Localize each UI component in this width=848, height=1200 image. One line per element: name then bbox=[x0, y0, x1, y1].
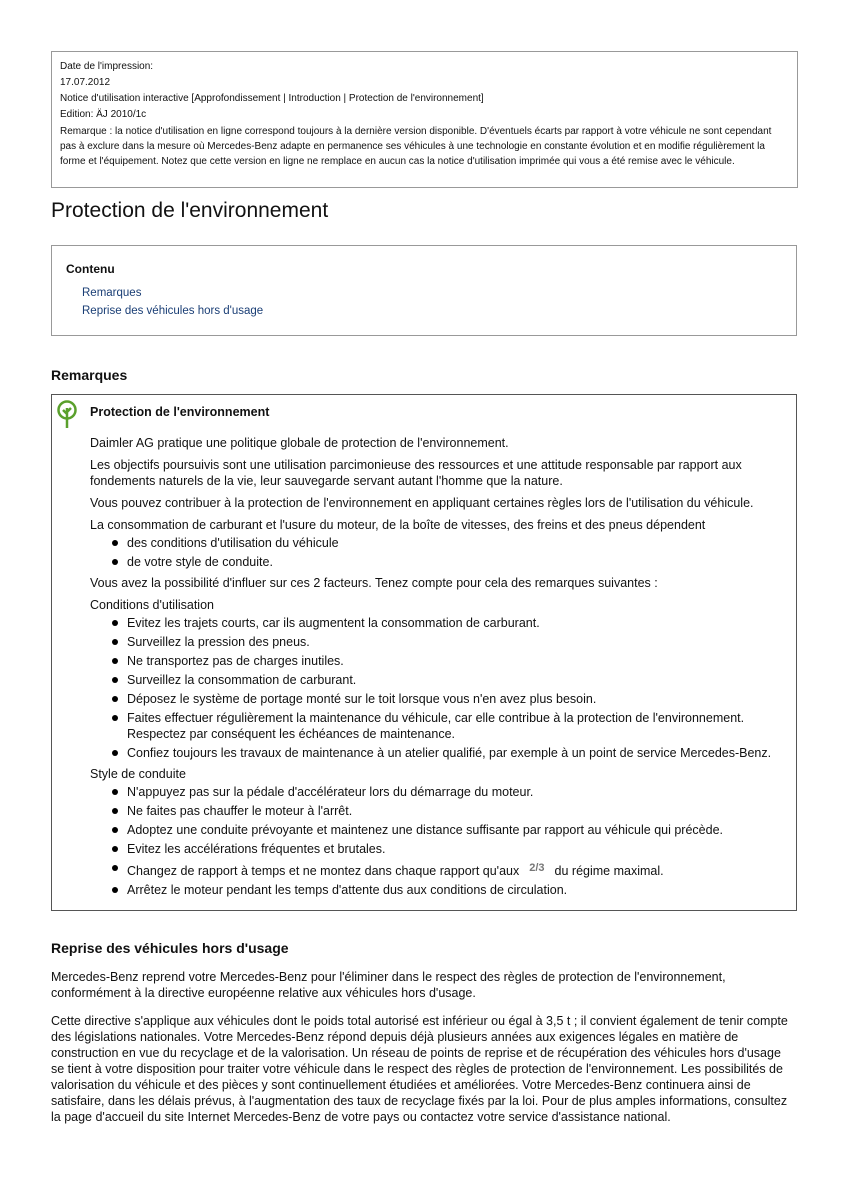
toc-link-reprise[interactable]: Reprise des véhicules hors d'usage bbox=[82, 305, 264, 317]
disclaimer: Remarque : la notice d'utilisation en ligne correspond toujours à la dernière version disponible. D'éventuels écarts par rapport à votre véhicule ne sont cependant pas à exclure dans la mesure où Mercedes-Benz adapte en permanence ses véhicules à une technologie en constante évolution et en modifie régulièrement la forme et l'équipement. Notez que cette version en ligne ne remplace en aucun cas la notice d'utilisation imprimée qui vous a été remise avec le véhicule. bbox=[60, 126, 772, 167]
list-item: Confiez toujours les travaux de maintenance à un atelier qualifié, par exemple à un point de service Mercedes-Benz. bbox=[127, 745, 790, 761]
list-item: de votre style de conduite. bbox=[127, 554, 790, 570]
list-item: Evitez les trajets courts, car ils augmentent la consommation de carburant. bbox=[127, 615, 790, 631]
factors-list bbox=[90, 535, 790, 570]
list-item: N'appuyez pas sur la pédale d'accélérateur lors du démarrage du moteur. bbox=[127, 784, 790, 800]
table-of-contents bbox=[51, 245, 797, 336]
print-date: 17.07.2012 bbox=[60, 77, 111, 88]
edition: Edition: ÄJ 2010/1c bbox=[60, 109, 147, 120]
section-heading-remarques: Remarques bbox=[51, 367, 128, 383]
list-item: Ne faites pas chauffer le moteur à l'arrêt. bbox=[127, 803, 790, 819]
text: du régime maximal. bbox=[554, 864, 664, 878]
paragraph: La consommation de carburant et l'usure du moteur, de la boîte de vitesses, des freins et des pneus dépendent bbox=[90, 518, 706, 532]
paragraph: Les objectifs poursuivis sont une utilisation parcimonieuse des ressources et une attitude responsable par rapport aux fondements naturels de la vie, leur sauvegarde servant autant l'homme que la nature. bbox=[90, 458, 742, 488]
toc-link-remarques[interactable]: Remarques bbox=[82, 287, 142, 299]
section-heading-reprise: Reprise des véhicules hors d'usage bbox=[51, 940, 289, 956]
note-title: Protection de l'environnement bbox=[90, 405, 270, 419]
list-item: Faites effectuer régulièrement la maintenance du véhicule, car elle contribue à la protection de l'environnement. Respectez par conséquent les échéances de maintenance. bbox=[127, 710, 790, 742]
two-thirds-icon: 2/3 bbox=[529, 862, 545, 874]
paragraph: Cette directive s'applique aux véhicules dont le poids total autorisé est inférieur ou égal à 3,5 t ; il convient également de tenir compte des législations nationales. Votre Mercedes-Benz répond depuis déjà plusieurs années aux exigences légales en matière de construction en vue du recyclage et de la valorisation. Un réseau de points de reprise et de récupération des véhicules hors d'usage se tient à votre disposition pour traiter votre véhicule dans le respect des règles de protection de l'environnement. Les possibilités de valorisation du véhicule et des pièces y sont continuellement étudiées et améliorées. Votre Mercedes-Benz continuera ainsi de satisfaire, dans les délais prévus, à l'augmentation des taux de recyclage fixés par la loi. Pour de plus amples informations, consultez la page d'accueil du site Internet Mercedes-Benz de votre pays ou contactez votre service d'assistance national. bbox=[51, 1014, 788, 1124]
list-item bbox=[127, 860, 790, 879]
paragraph: Vous avez la possibilité d'influer sur ces 2 facteurs. Tenez compte pour cela des remarques suivantes : bbox=[90, 576, 658, 590]
tree-icon bbox=[56, 400, 78, 430]
environment-note-box bbox=[51, 394, 797, 911]
toc-title: Contenu bbox=[66, 262, 115, 276]
list-item: des conditions d'utilisation du véhicule bbox=[127, 535, 790, 551]
reprise-body bbox=[51, 969, 791, 1137]
list-item: Surveillez la consommation de carburant. bbox=[127, 672, 790, 688]
print-info-box bbox=[51, 51, 798, 188]
conditions-list bbox=[90, 615, 790, 761]
paragraph: Vous pouvez contribuer à la protection de l'environnement en appliquant certaines règles lors de l'utilisation du véhicule. bbox=[90, 496, 754, 510]
subheading-conditions: Conditions d'utilisation bbox=[90, 598, 214, 612]
list-item: Arrêtez le moteur pendant les temps d'attente dus aux conditions de circulation. bbox=[127, 882, 790, 898]
print-date-label: Date de l'impression: bbox=[60, 61, 154, 72]
list-item: Ne transportez pas de charges inutiles. bbox=[127, 653, 790, 669]
paragraph: Daimler AG pratique une politique globale de protection de l'environnement. bbox=[90, 436, 509, 450]
list-item: Surveillez la pression des pneus. bbox=[127, 634, 790, 650]
list-item: Adoptez une conduite prévoyante et maintenez une distance suffisante par rapport au véhicule qui précède. bbox=[127, 822, 790, 838]
driving-style-list bbox=[90, 784, 790, 898]
paragraph: Mercedes-Benz reprend votre Mercedes-Benz pour l'éliminer dans le respect des règles de protection de l'environnement, conformément à la directive européenne relative aux véhicules hors d'usage. bbox=[51, 970, 726, 1000]
subheading-style: Style de conduite bbox=[90, 767, 186, 781]
page-title: Protection de l'environnement bbox=[51, 199, 329, 222]
text: Changez de rapport à temps et ne montez dans chaque rapport qu'aux bbox=[127, 864, 520, 878]
list-item: Evitez les accélérations fréquentes et brutales. bbox=[127, 841, 790, 857]
breadcrumb: Notice d'utilisation interactive [Approfondissement | Introduction | Protection de l'environnement] bbox=[60, 93, 484, 104]
list-item: Déposez le système de portage monté sur le toit lorsque vous n'en avez plus besoin. bbox=[127, 691, 790, 707]
